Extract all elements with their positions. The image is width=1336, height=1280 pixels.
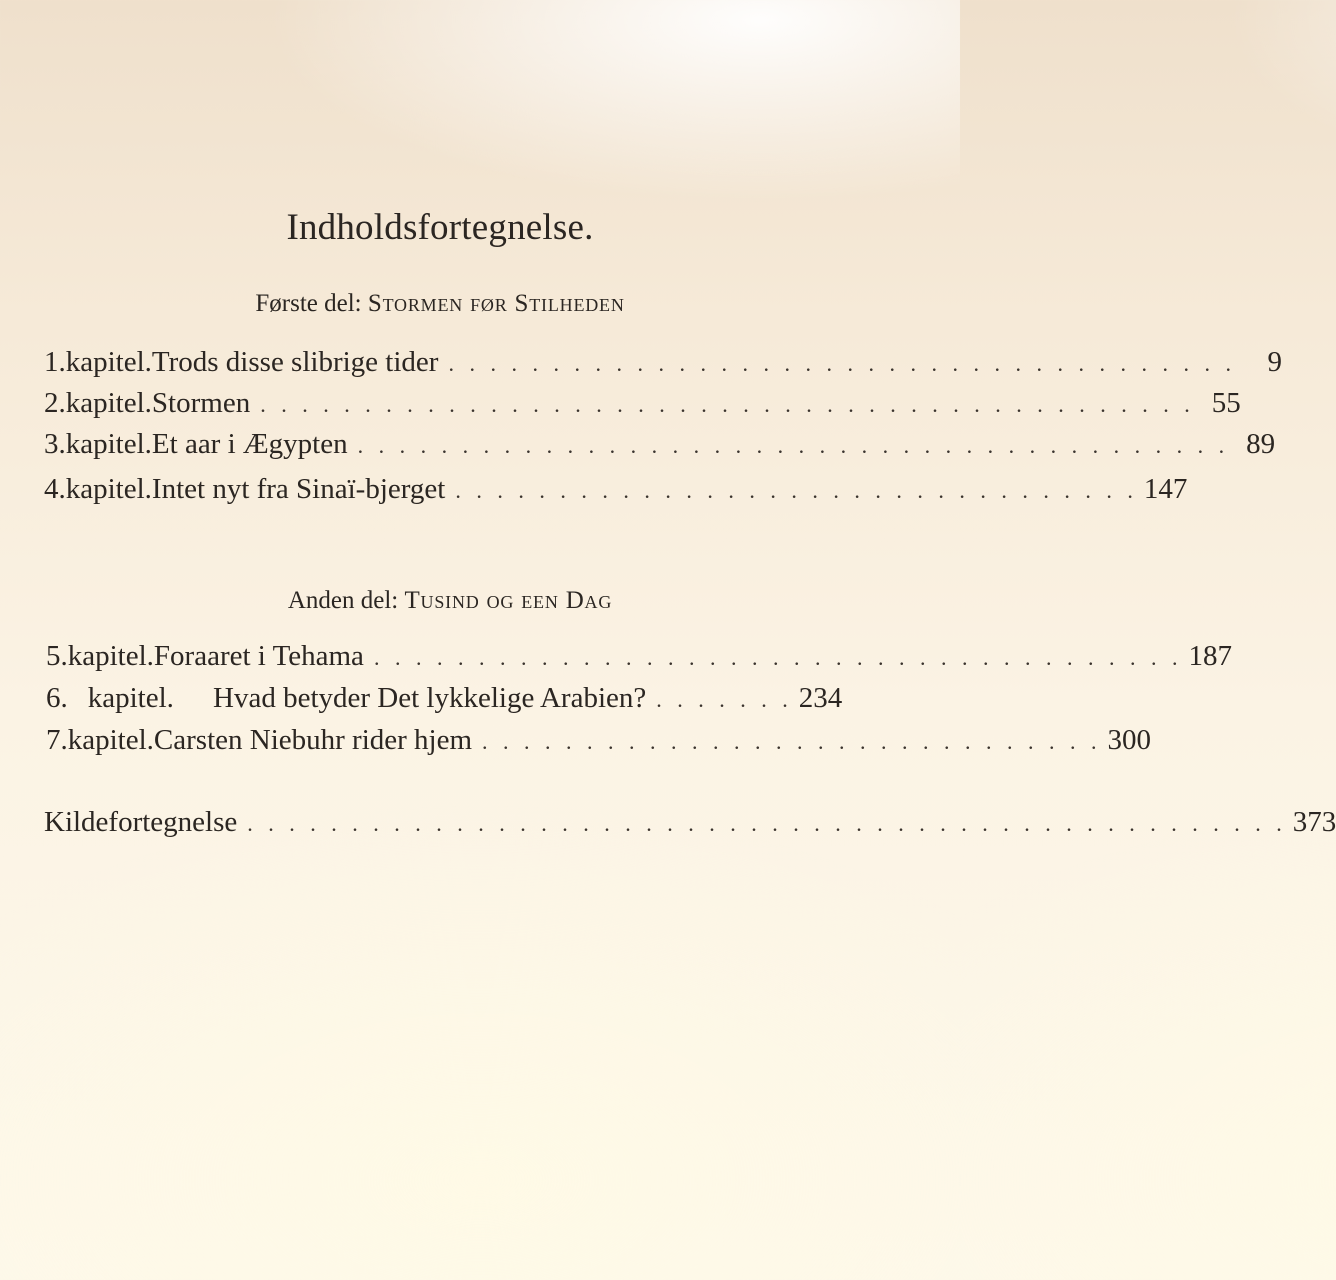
- page-number: 234: [798, 682, 843, 714]
- chapter-label: kapitel.: [87, 682, 174, 714]
- dot-leader: . . . . . . . . . . . . . . . . . . . . . . . . . . . . . .: [482, 729, 1102, 754]
- toc-entry: [46, 682, 842, 715]
- chapter-label: kapitel.: [67, 724, 154, 756]
- part-name: Tusind og een Dag: [404, 587, 613, 614]
- chapter-label: kapitel.: [67, 640, 154, 672]
- part-prefix: Første del:: [255, 290, 362, 317]
- sources-title: Kildefortegnelse: [44, 806, 238, 838]
- page-number: 89: [1246, 428, 1276, 460]
- chapter-number: 2.: [44, 387, 66, 419]
- chapter-title: Foraaret i Tehama: [153, 640, 364, 672]
- page-number: 373: [1292, 806, 1336, 838]
- dot-leader: . . . . . . . . . . . . . . . . . . . . . . . . . . . . . . . . .: [455, 478, 1138, 503]
- dot-leader: . . . . . . . . . . . . . . . . . . . . . . . . . . . . . . . . . . . . . . . . . . . . .: [260, 392, 1195, 417]
- chapter-label: kapitel.: [65, 387, 152, 419]
- dot-leader: . . . . . . . . . . . . . . . . . . . . . . . . . . . . . . . . . . . . . . . . . . . . . . . . . .: [247, 811, 1287, 836]
- toc-entry-sources: [44, 806, 1336, 839]
- chapter-title: Hvad betyder Det lykkelige Arabien?: [213, 682, 647, 714]
- part-heading-1: [0, 290, 880, 318]
- toc-entry: [44, 346, 1282, 379]
- chapter-number: 5.: [46, 640, 68, 672]
- dot-leader: . . . . . . . . . . . . . . . . . . . . . . . . . . . . . . . . . . . . . . . . . .: [357, 433, 1230, 458]
- chapter-title: Stormen: [151, 387, 251, 419]
- chapter-title: Trods disse slibrige tider: [151, 346, 439, 378]
- part-name: Stormen før Stilheden: [367, 290, 625, 317]
- toc-entry: [44, 473, 1188, 506]
- dot-leader: . . . . . . . . . . . . . . . . . . . . . . . . . . . . . . . . . . . . . .: [448, 351, 1236, 376]
- page-number: 147: [1143, 473, 1188, 505]
- chapter-title: Carsten Niebuhr rider hjem: [153, 724, 473, 756]
- chapter-title: Intet nyt fra Sinaï-bjerget: [151, 473, 446, 505]
- dot-leader: . . . . . . . . . . . . . . . . . . . . . . . . . . . . . . . . . . . . . . .: [373, 645, 1183, 670]
- page-number: 55: [1211, 387, 1241, 419]
- chapter-label: kapitel.: [65, 473, 152, 505]
- part-heading-2: [0, 587, 900, 615]
- chapter-label: kapitel.: [65, 428, 152, 460]
- toc-entry: [44, 428, 1276, 461]
- dot-leader: . . . . . . .: [656, 687, 793, 712]
- page-number: 187: [1188, 640, 1232, 672]
- chapter-number: 3.: [44, 428, 66, 460]
- chapter-number: 7.: [46, 724, 68, 756]
- chapter-number: 1.: [44, 346, 66, 378]
- page-title: Indholdsfortegnelse.: [286, 207, 594, 248]
- toc-entry: [44, 387, 1241, 420]
- toc-entry: [46, 724, 1152, 757]
- toc-entry: [46, 640, 1232, 673]
- chapter-number: 4.: [44, 473, 66, 505]
- chapter-number: 6.: [46, 682, 68, 714]
- part-prefix: Anden del:: [287, 587, 399, 614]
- page-number: 300: [1107, 724, 1152, 756]
- chapter-label: kapitel.: [65, 346, 152, 378]
- chapter-title: Et aar i Ægypten: [151, 428, 348, 460]
- page-number: 9: [1267, 346, 1282, 378]
